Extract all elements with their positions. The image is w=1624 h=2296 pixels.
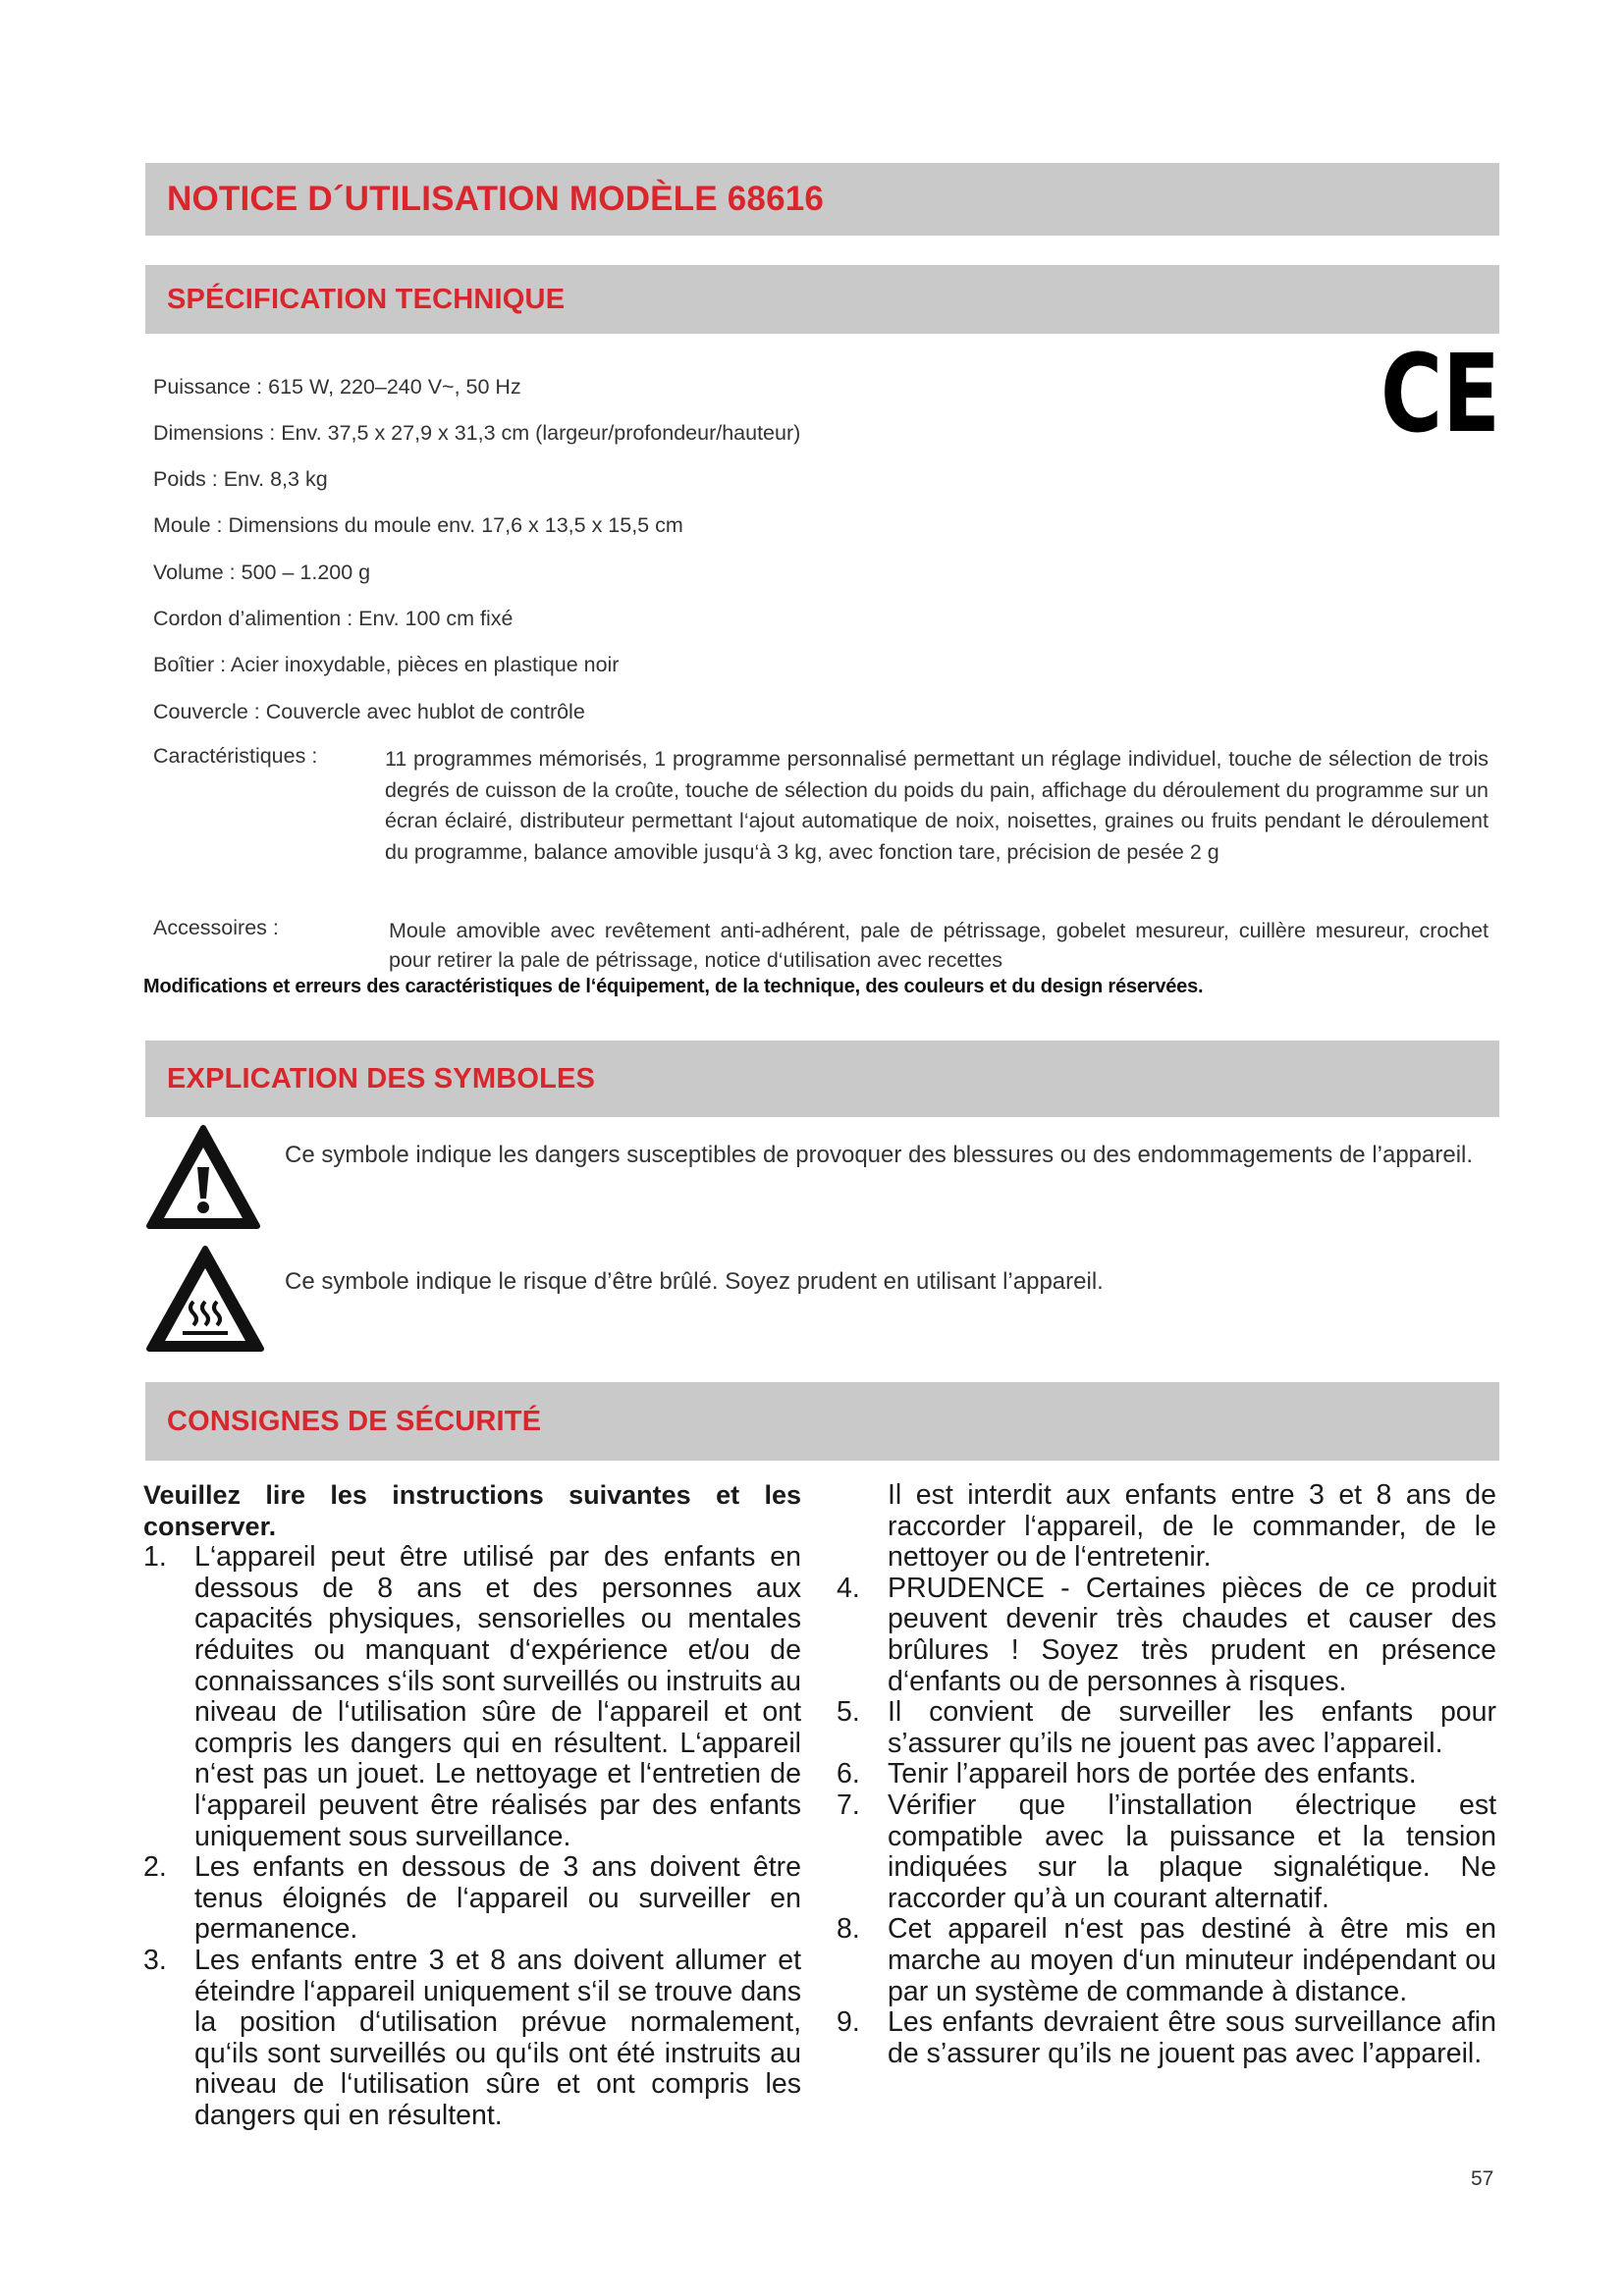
safety-item-5 bbox=[837, 1697, 1496, 1759]
symbol-warning-text: Ce symbole indique les dangers susceptibles de provoquer des blessures ou des endommagements de l’appareil. bbox=[285, 1142, 1474, 1168]
safety-item-text: Cet appareil n‘est pas destiné à être mis en marche au moyen d‘un minuteur indépendant ou par un système de commande à distance. bbox=[888, 1913, 1496, 2007]
symbols-section-header bbox=[145, 1041, 1499, 1117]
ce-mark-text: CE bbox=[1380, 331, 1500, 456]
safety-item-number: 4. bbox=[837, 1572, 860, 1604]
safety-item-number: 7. bbox=[837, 1789, 860, 1821]
safety-item-1 bbox=[143, 1542, 801, 1852]
safety-item-text: PRUDENCE - Certaines pièces de ce produit peuvent devenir très chaudes et causer des brûlures ! Soyez très prudent en présence d‘enfants ou de personnes à risques. bbox=[888, 1572, 1496, 1697]
safety-item-7 bbox=[837, 1790, 1496, 1914]
safety-item-number: 5. bbox=[837, 1696, 860, 1729]
safety-item-number: 1. bbox=[143, 1541, 167, 1574]
safety-item-number: 6. bbox=[837, 1758, 860, 1790]
safety-item-8 bbox=[837, 1914, 1496, 2007]
safety-item-3-continued: Il est interdit aux enfants entre 3 et 8 ans de raccorder l‘appareil, de le commander, de le nettoyer ou de l‘entretenir. bbox=[888, 1479, 1496, 1574]
safety-item-text: Tenir l’appareil hors de portée des enfants. bbox=[888, 1758, 1417, 1790]
spec-accessories-text: Moule amovible avec revêtement anti-adhérent, pale de pétrissage, gobelet mesureur, cuillère mesureur, crochet pour retirer la pale de pétrissage, notice d‘utilisation avec recettes bbox=[389, 919, 1489, 972]
safety-item-number: 3. bbox=[143, 1944, 167, 1976]
spec-features-text: 11 programmes mémorisés, 1 programme personnalisé permettant un réglage individuel, touche de sélection de trois degrés de cuisson de la croûte, touche de sélection du poids du pain, affichage du déroulement du programme sur un écran éclairé, distributeur permettant l‘ajout automatique de noix, noisettes, graines ou fruits pendant le déroulement du programme, balance amovible jusqu‘à 3 kg, avec fonction tare, précision de pesée 2 g bbox=[385, 747, 1489, 864]
spec-accessories-label: Accessoires : bbox=[153, 916, 279, 939]
ce-mark-icon bbox=[1380, 331, 1502, 456]
spec-features bbox=[153, 744, 1489, 901]
title-bar bbox=[145, 163, 1499, 236]
safety-item-4 bbox=[837, 1574, 1496, 1697]
safety-item-6 bbox=[837, 1759, 1496, 1790]
warning-triangle-icon bbox=[145, 1124, 261, 1232]
hot-surface-icon bbox=[145, 1245, 265, 1355]
symbols-heading: EXPLICATION DES SYMBOLES bbox=[167, 1062, 596, 1095]
spec-features-label: Caractéristiques : bbox=[153, 744, 318, 768]
spec-weight: Poids : Env. 8,3 kg bbox=[153, 467, 328, 491]
spec-accessories bbox=[153, 916, 1489, 975]
safety-item-number: 9. bbox=[837, 2006, 860, 2039]
safety-item-text: L‘appareil peut être utilisé par des enfants en dessous de 8 ans et des personnes aux capacités physiques, sensorielles ou mentales réduites ou manquant d‘expérience et/ou de connaissances s‘ils sont surveillés ou instruits au niveau de l‘utilisation sûre de l‘appareil et ont compris les dangers qui en résultent. L‘appareil n‘est pas un jouet. Le nettoyage et l‘entretien de l‘appareil peuvent être réalisés par des enfants uniquement sous surveillance. bbox=[194, 1541, 801, 1852]
symbol-row-hot bbox=[145, 1245, 1500, 1355]
safety-item-text: Les enfants en dessous de 3 ans doivent être tenus éloignés de l‘appareil ou surveiller en permanence. bbox=[194, 1851, 801, 1946]
document-title: NOTICE D´UTILISATION MODÈLE 68616 bbox=[167, 180, 825, 218]
spec-mould: Moule : Dimensions du moule env. 17,6 x 13,5 x 15,5 cm bbox=[153, 513, 683, 537]
spec-disclaimer: Modifications et erreurs des caractéristiques de l‘équipement, de la technique, des couleurs et du design réservées. bbox=[143, 976, 1204, 997]
safety-right-column bbox=[837, 1480, 1496, 2069]
symbol-row-warning bbox=[145, 1124, 1500, 1232]
safety-item-text: Les enfants entre 3 et 8 ans doivent allumer et éteindre l‘appareil uniquement s‘il se trouve dans la position d‘utilisation prévue normalement, qu‘ils sont surveillés ou qu‘ils ont été instruits au niveau de l‘utilisation sûre et ont compris les dangers qui en résultent. bbox=[194, 1944, 801, 2131]
spec-cord: Cordon d’alimention : Env. 100 cm fixé bbox=[153, 607, 514, 630]
page-number: 57 bbox=[1471, 2167, 1494, 2190]
spec-dimensions: Dimensions : Env. 37,5 x 27,9 x 31,3 cm (largeur/profondeur/hauteur) bbox=[153, 421, 801, 445]
spec-power: Puissance : 615 W, 220–240 V~, 50 Hz bbox=[153, 375, 521, 399]
safety-item-text: Il convient de surveiller les enfants pour s’assurer qu’ils ne jouent pas avec l’appareil. bbox=[888, 1696, 1496, 1759]
spec-lid: Couvercle : Couvercle avec hublot de contrôle bbox=[153, 700, 585, 723]
spec-housing: Boîtier : Acier inoxydable, pièces en plastique noir bbox=[153, 653, 620, 676]
safety-section-header bbox=[145, 1382, 1499, 1461]
safety-item-text: Les enfants devraient être sous surveillance afin de s’assurer qu’ils ne jouent pas avec l’appareil. bbox=[888, 2006, 1496, 2069]
spec-section-header bbox=[145, 265, 1499, 334]
safety-item-number: 2. bbox=[143, 1851, 167, 1884]
safety-item-9 bbox=[837, 2007, 1496, 2069]
safety-left-column bbox=[143, 1480, 801, 2131]
safety-item-number: 8. bbox=[837, 1913, 860, 1946]
spec-heading: SPÉCIFICATION TECHNIQUE bbox=[167, 283, 566, 315]
safety-intro: Veuillez lire les instructions suivantes et les conserver. bbox=[143, 1480, 801, 1541]
safety-heading: CONSIGNES DE SÉCURITÉ bbox=[167, 1405, 542, 1437]
safety-item-text: Vérifier que l’installation électrique est compatible avec la puissance et la tension indiquées sur la plaque signalétique. Ne raccorder qu’à un courant alternatif. bbox=[888, 1789, 1496, 1914]
spec-volume: Volume : 500 – 1.200 g bbox=[153, 561, 371, 584]
symbol-hot-text: Ce symbole indique le risque d’être brûlé. Soyez prudent en utilisant l’appareil. bbox=[285, 1268, 1104, 1295]
safety-item-2 bbox=[143, 1852, 801, 1946]
safety-item-3 bbox=[143, 1946, 801, 2132]
